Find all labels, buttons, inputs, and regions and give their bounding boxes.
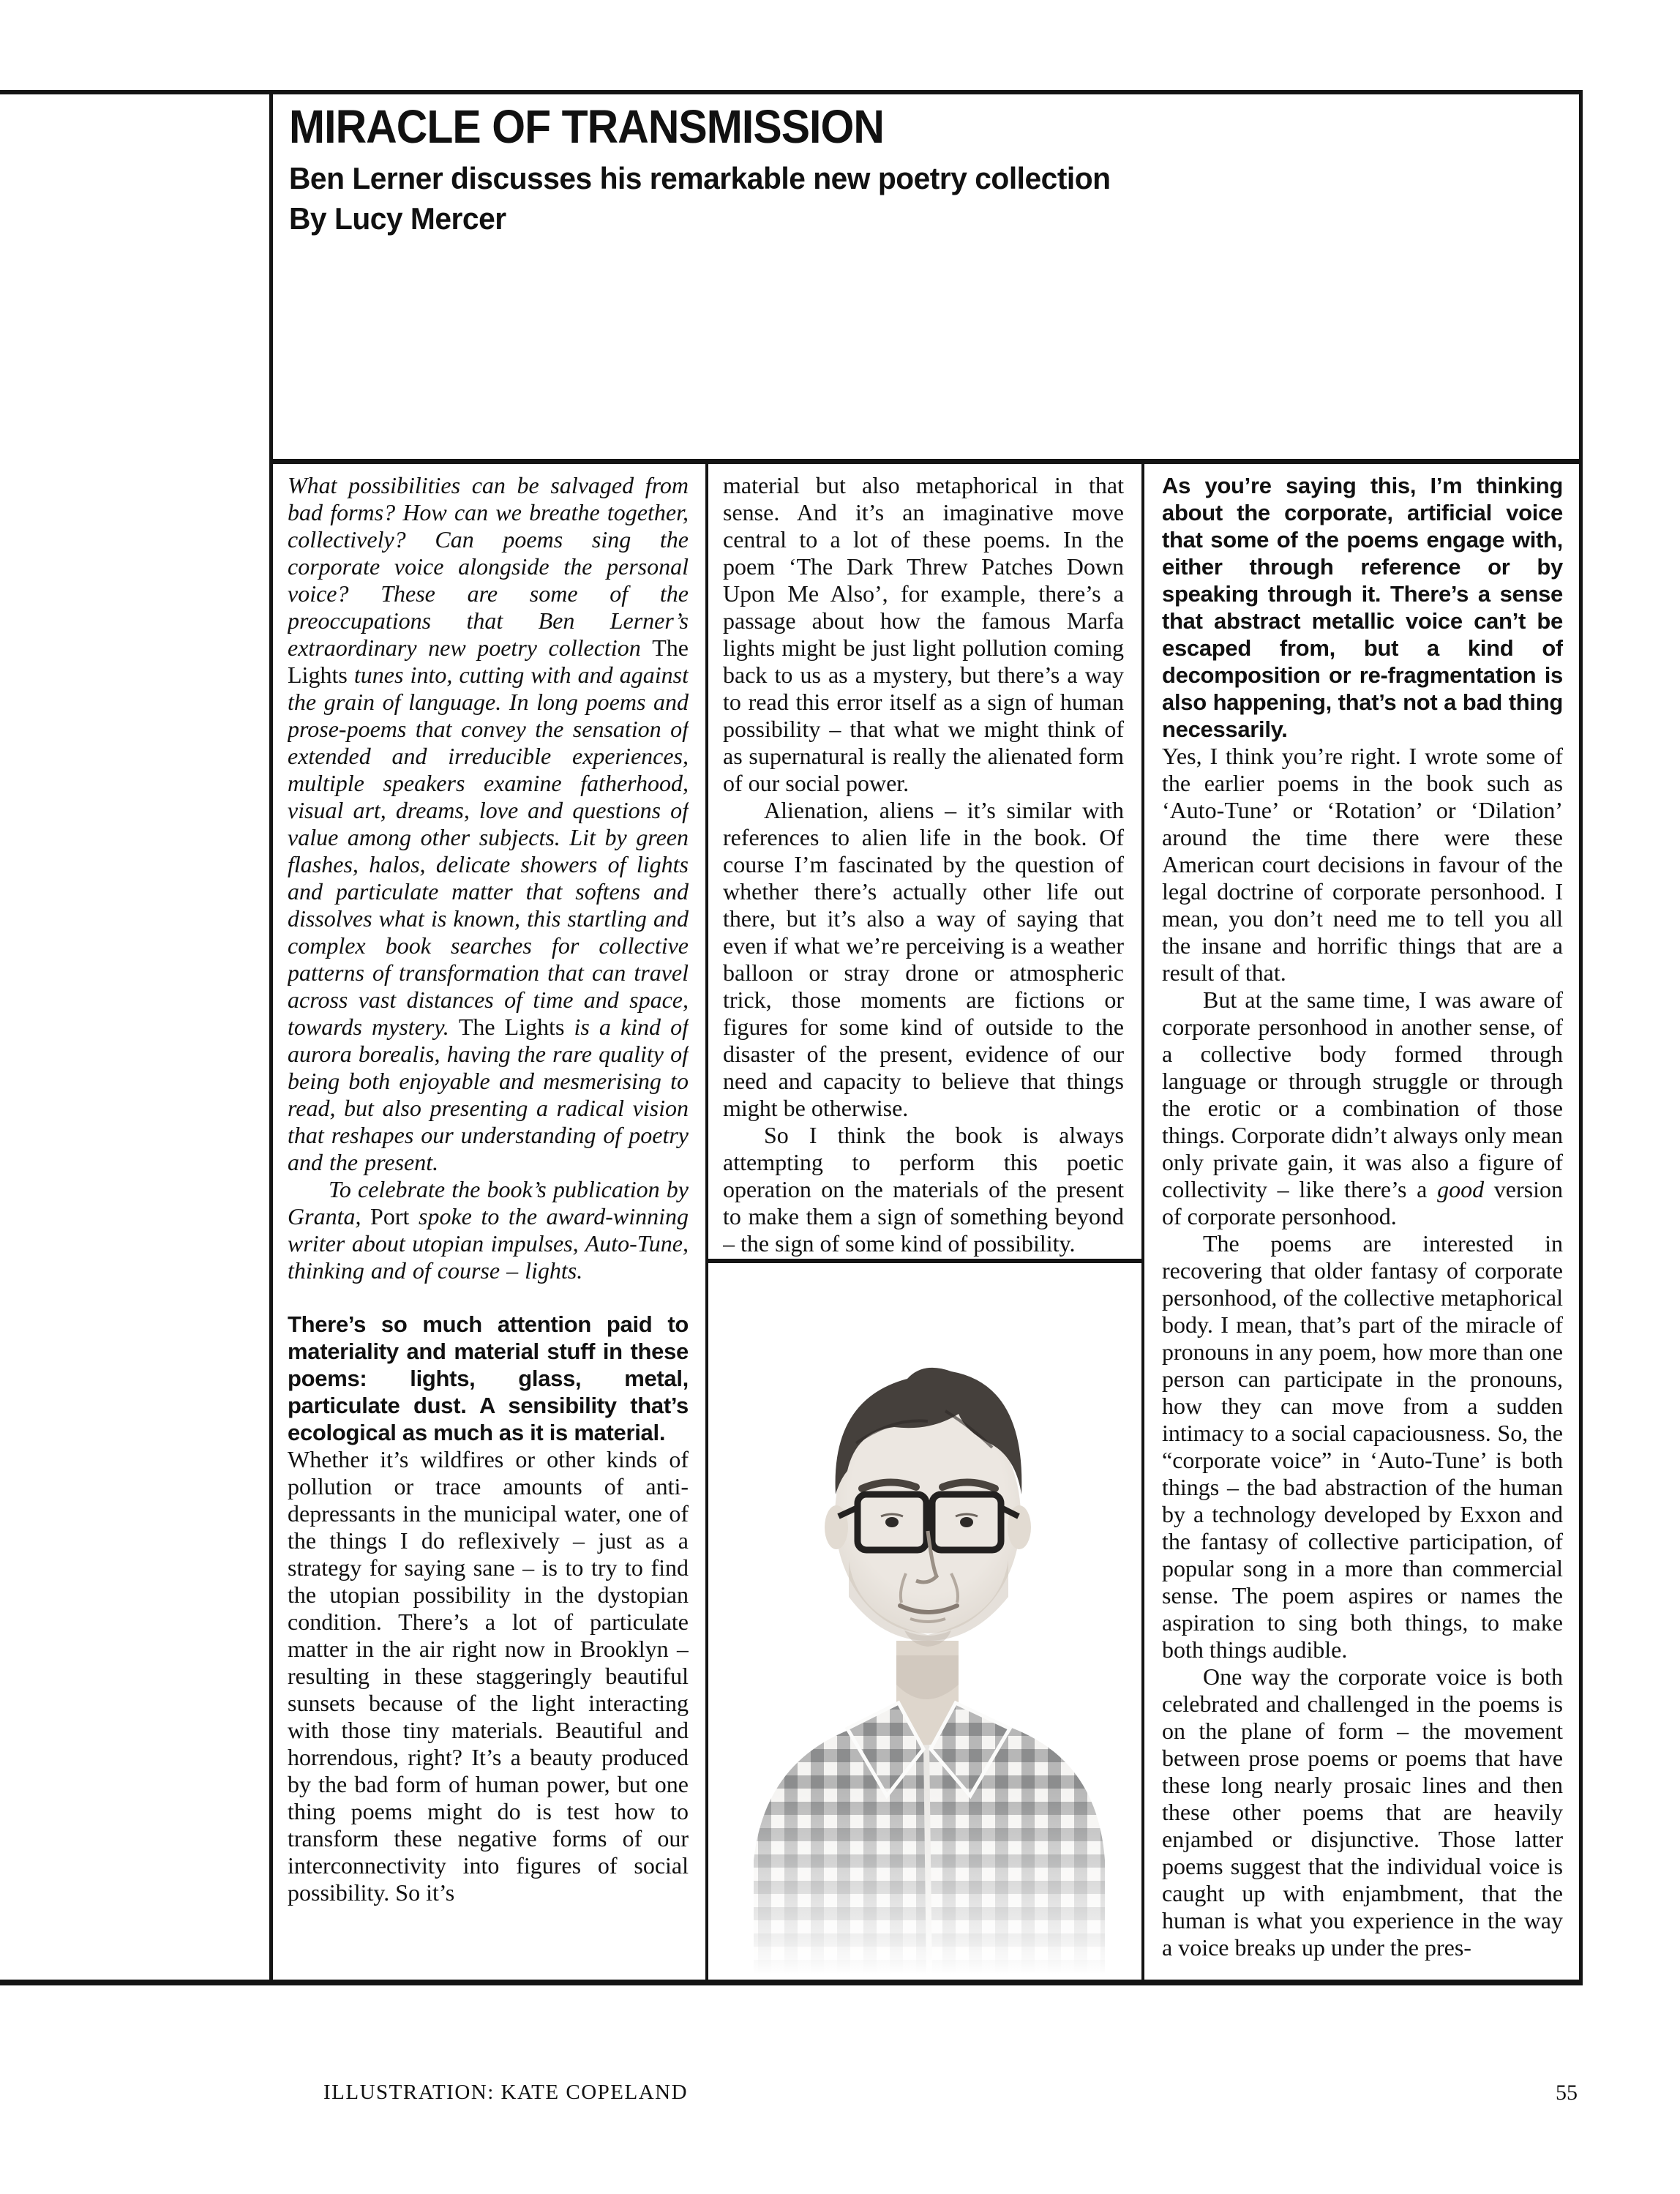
right-border-rule [1579, 90, 1583, 1985]
text-segment: The Lights [288, 634, 689, 688]
answer-paragraph [1162, 1230, 1563, 1663]
answer-paragraph [288, 1446, 689, 1906]
text-segment: One way the corporate voice is both celebrated and challenged in the poems is on the plane of form – the movement between prose poems or poems that have these long nearly prosaic lines and then these other poems that are heavily enjambed or disjunctive. Those latter poems suggest that the individual voice is caught up with enjambment, that the human is what you experience in the way a voice breaks up under the pres- [1162, 1663, 1563, 1961]
article-header [289, 102, 1562, 151]
answer-paragraph [723, 1122, 1124, 1257]
intro-paragraph [288, 472, 689, 1176]
column-divider-2 [1141, 459, 1144, 1985]
text-column-1 [288, 472, 689, 1991]
text-column-3 [1162, 472, 1563, 1991]
illustration-divider-rule [708, 1259, 1141, 1263]
text-segment: is a kind of aurora borealis, having the rare quality of being both enjoyable and mesmerising to read, but also presenting a radical vision that reshapes our understanding of poetry and the present. [288, 1014, 689, 1175]
answer-paragraph [723, 797, 1124, 1122]
column-divider-1 [705, 459, 708, 1985]
text-segment: The poems are interested in recovering that older fantasy of corporate personhood, of the collective metaphorical body. I mean, that’s part of the miracle of pronouns in any poem, how more than one person can participate in the pronouns, how they can move from a sudden intimacy to a social capaciousness. So, the “corporate voice” in ‘Auto-Tune’ is both things – the bad abstraction of the human by a technology developed by Exxon and the fantasy of collective participation, of popular song in a more than commercial sense. The poem aspires or names the aspiration to sing both things, to make both things audible. [1162, 1230, 1563, 1663]
answer-paragraph [723, 472, 1124, 797]
text-segment: Whether it’s wildfires or other kinds of pollution or trace amounts of anti-depressants in the municipal water, one of the things I do reflexively – just as a strategy for saying sane – is to try to find the utopian possibility in the dystopian condition. There’s a lot of particulate matter in the air right now in Brooklyn – resulting in these staggeringly beautiful sunsets because of the light interacting with those tiny materials. Beautiful and horrendous, right? It’s a beauty produced by the bad form of human power, but one thing poems might do is test how to transform these negative forms of our interconnectivity into figures of social possibility. So it’s [288, 1446, 689, 1906]
text-segment: To celebrate the book’s publication by Granta, [288, 1176, 689, 1229]
text-segment: spoke to the award-winning writer about utopian impulses, Auto-Tune, thinking and of course – lights. [288, 1203, 689, 1284]
intro-paragraph [288, 1176, 689, 1284]
left-border-rule [269, 90, 273, 1985]
text-segment: material but also metaphorical in that sense. And it’s an imaginative move central to a lot of these poems. In the poem ‘The Dark Threw Patches Down Upon Me Also’, for example, there’s a passage about how the famous Marfa lights might be just light pollution coming back to us as a mystery, but there’s a way to read this error itself as a sign of human possibility – that what we might think of as supernatural is really the alienated form of our social power. [723, 472, 1124, 796]
article-byline: By Lucy Mercer [289, 201, 506, 236]
text-segment: There’s so much attention paid to materiality and material stuff in these poems: lights, glass, metal, particulate dust. A sensibility that’s ecological as much as it is material. [288, 1311, 689, 1445]
ben-lerner-portrait-illustration [732, 1275, 1120, 1974]
text-segment: So I think the book is always attempting to perform this poetic operation on the materials of the present to make them a sign of something beyond – the sign of some kind of possibility. [723, 1122, 1124, 1257]
article-subtitle: Ben Lerner discusses his remarkable new poetry collection [289, 161, 1111, 195]
question-paragraph [1162, 472, 1563, 743]
text-segment: good [1437, 1176, 1485, 1202]
text-segment: tunes into, cutting with and against the grain of language. In long poems and prose-poems that convey the sensation of extended and irreducible experiences, multiple speakers examine fatherhood, visual art, dreams, love and questions of value among other subjects. Lit by green flashes, halos, delicate showers of lights and particulate matter that softens and dissolves what is known, this startling and complex book searches for collective patterns of transformation that can travel across vast distances of time and space, towards mystery. [288, 662, 689, 1040]
answer-paragraph [1162, 1663, 1563, 1961]
text-segment: What possibilities can be salvaged from bad forms? How can we breathe together, collectively? Can poems sing the corporate voice alongside the personal voice? These are some of the preoccupations that Ben Lerner’s extraordinary new poetry collection [288, 472, 689, 661]
answer-paragraph [1162, 743, 1563, 986]
article-title: MIRACLE OF TRANSMISSION [289, 100, 884, 153]
text-segment: Yes, I think you’re right. I wrote some of the earlier poems in the book such as ‘Auto-Tune’ or ‘Rotation’ or ‘Dilation’ around the time there were these American court decisions in favour of the legal doctrine of corporate personhood. I mean, you don’t need me to tell you all the insane and horrific things that are a result of that. [1162, 743, 1563, 986]
text-column-2 [723, 472, 1124, 1259]
page-number: 55 [1556, 2081, 1578, 2105]
text-segment: Alienation, aliens – it’s similar with references to alien life in the book. Of course I’m fascinated by the question of whether there’s actually other life out there, but it’s also a way of saying that even if what we’re perceiving is a weather balloon or stray drone or atmospheric trick, those moments are fictions or figures for some kind of outside to the disaster of the present, evidence of our need and capacity to believe that things might be otherwise. [723, 797, 1124, 1121]
illustration-credit: ILLUSTRATION: KATE COPELAND [323, 2081, 689, 2104]
header-divider-rule [269, 459, 1583, 464]
answer-paragraph [1162, 986, 1563, 1230]
top-border-rule [0, 90, 1583, 94]
text-segment: But at the same time, I was aware of corporate personhood in another sense, of a collective body formed through language or through struggle or through the erotic or a combination of those things. Corporate didn’t always only mean only private gain, it was also a figure of collectivity – like there’s a [1162, 986, 1563, 1202]
question-paragraph [288, 1311, 689, 1446]
text-segment: version of corporate personhood. [1162, 1176, 1563, 1229]
text-segment: The Lights [458, 1014, 565, 1040]
text-segment: As you’re saying this, I’m thinking about the corporate, artificial voice that some of the poems engage with, either through reference or by speaking through it. There’s a sense that abstract metallic voice can’t be escaped from, but a kind of decomposition or re-fragmentation is also happening, that’s not a bad thing necessarily. [1162, 473, 1563, 742]
text-segment: Port [370, 1203, 410, 1229]
